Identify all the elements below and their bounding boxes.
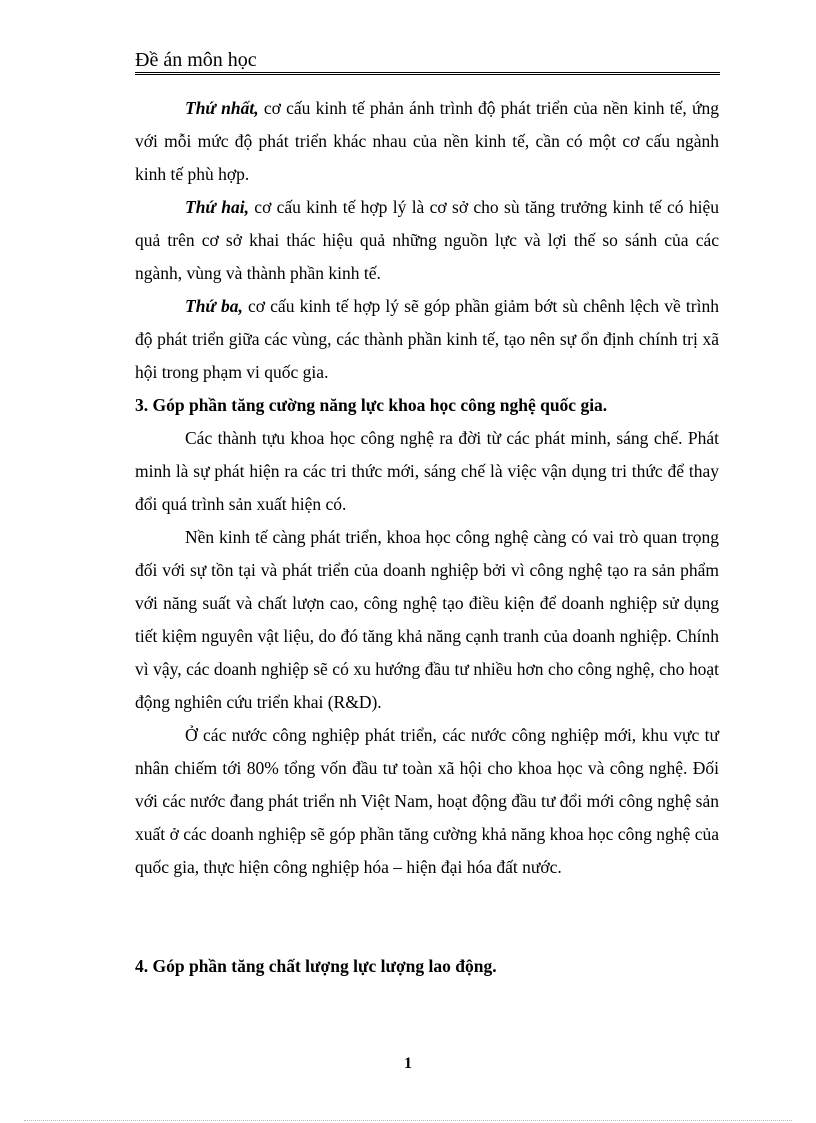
spacer bbox=[135, 884, 719, 950]
paragraph-first bbox=[135, 92, 719, 191]
section-heading-4: 4. Góp phần tăng chất lượng lực lượng lao động. bbox=[135, 956, 497, 976]
paragraph-economy: Nền kinh tế càng phát triển, khoa học công nghệ càng có vai trò quan trọng đối với sự tồn tại và phát triển của doanh nghiệp bởi vì công nghệ tạo ra sản phẩm với năng suất và chất lượn cao, công nghệ tạo điều kiện để doanh nghiệp sử dụng tiết kiệm nguyên vật liệu, do đó tăng khả năng cạnh tranh của doanh nghiệp. Chính vì vậy, các doanh nghiệp sẽ có xu hướng đầu tư nhiều hơn cho công nghệ, cho hoạt động nghiên cứu triển khai (R&D). bbox=[135, 527, 719, 712]
paragraph-second bbox=[135, 191, 719, 290]
document-body bbox=[135, 92, 719, 983]
paragraph-countries: Ở các nước công nghiệp phát triển, các nước công nghiệp mới, khu vực tư nhân chiếm tới 80% tổng vốn đầu tư toàn xã hội cho khoa học và công nghệ. Đối với các nước đang phát triển nh Việt Nam, hoạt động đầu tư đổi mới công nghệ sản xuất ở các doanh nghiệp sẽ góp phần tăng cường khả năng khoa học công nghệ của quốc gia, thực hiện công nghiệp hóa – hiện đại hóa đất nước. bbox=[135, 725, 719, 877]
paragraph-text: cơ cấu kinh tế hợp lý là cơ sở cho sù tăng trưởng kinh tế có hiệu quả trên cơ sở khai thác hiệu quả những nguồn lực và lợi thế so sánh của các ngành, vùng và thành phần kinh tế. bbox=[135, 197, 719, 283]
page-boundary-divider bbox=[24, 1120, 792, 1121]
page-number: 1 bbox=[404, 1055, 412, 1072]
paragraph-lead: Thứ hai, bbox=[185, 197, 249, 217]
paragraph-third bbox=[135, 290, 719, 389]
paragraph-lead: Thứ ba, bbox=[185, 296, 243, 316]
paragraph-text: cơ cấu kinh tế hợp lý sẽ góp phần giảm bớt sù chênh lệch về trình độ phát triển giữa các vùng, các thành phần kinh tế, tạo nên sự ổn định chính trị xã hội trong phạm vi quốc gia. bbox=[135, 296, 719, 382]
header-title: Đề án môn học bbox=[135, 49, 257, 71]
paragraph-inventions: Các thành tựu khoa học công nghệ ra đời từ các phát minh, sáng chế. Phát minh là sự phát hiện ra các tri thức mới, sáng chế là việc vận dụng tri thức để thay đổi quá trình sản xuất hiện có. bbox=[135, 428, 719, 514]
page-header bbox=[135, 47, 720, 75]
paragraph-text: cơ cấu kinh tế phản ánh trình độ phát triển của nền kinh tế, ứng với mỗi mức độ phát triển khác nhau của nền kinh tế, cần có một cơ cấu ngành kinh tế phù hợp. bbox=[135, 98, 719, 184]
paragraph-lead: Thứ nhất, bbox=[185, 98, 259, 118]
section-heading-3: 3. Góp phần tăng cường năng lực khoa học công nghệ quốc gia. bbox=[135, 395, 608, 415]
